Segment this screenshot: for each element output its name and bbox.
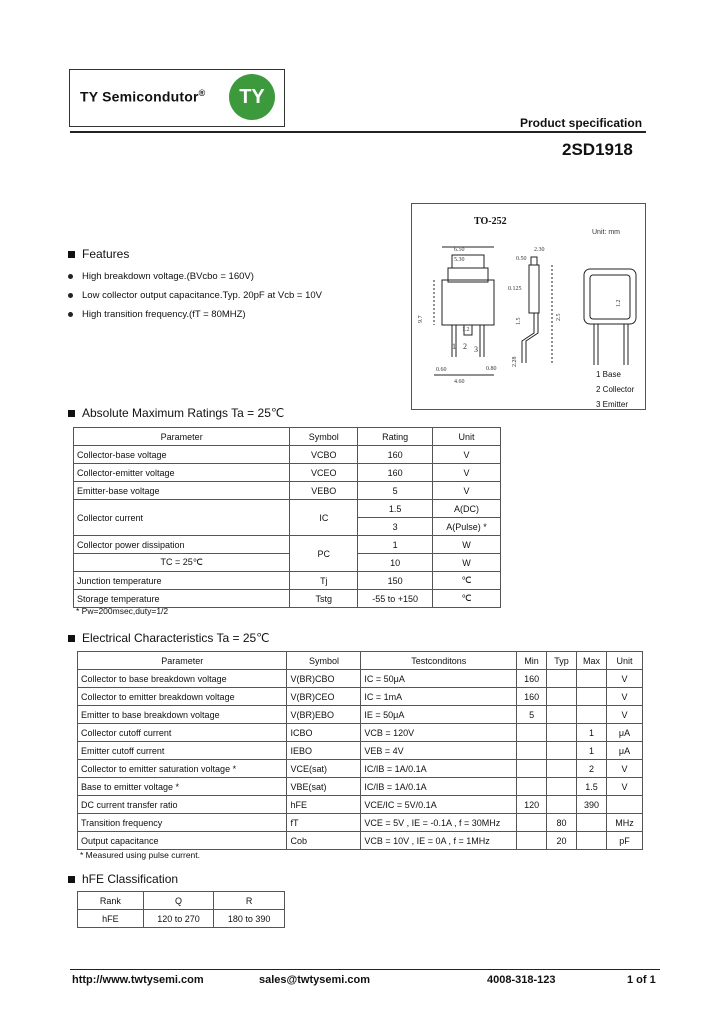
elec-note: * Measured using pulse current. xyxy=(80,850,201,860)
registered-mark: ® xyxy=(198,88,206,98)
dim-label: 0.80 xyxy=(486,366,497,372)
unit-cell: V xyxy=(433,464,501,482)
company-name-text: TY Semicondutor xyxy=(80,88,199,105)
unit-cell xyxy=(607,796,643,814)
unit-cell: ℃ xyxy=(433,572,501,590)
rating-cell: -55 to +150 xyxy=(358,590,433,608)
unit-cell: W xyxy=(433,554,501,572)
bullet-dot-icon xyxy=(68,274,73,279)
table-header-row xyxy=(78,652,643,670)
typ-cell xyxy=(547,796,577,814)
abs-max-table xyxy=(73,427,501,608)
symbol-cell: V(BR)CEO xyxy=(287,688,361,706)
pin-legend-item: 2 Collector xyxy=(596,385,635,394)
symbol-cell: Cob xyxy=(287,832,361,850)
footer-divider xyxy=(70,969,660,970)
param-cell: Collector to emitter breakdown voltage xyxy=(78,688,287,706)
bullet-dot-icon xyxy=(68,312,73,317)
hfe-cell: hFE xyxy=(78,910,144,928)
footer-website[interactable]: http://www.twtysemi.com xyxy=(72,974,204,986)
table-row xyxy=(78,760,643,778)
unit-cell: ℃ xyxy=(433,590,501,608)
min-cell: 160 xyxy=(517,688,547,706)
hfe-cell: 180 to 390 xyxy=(214,910,285,928)
elec-heading xyxy=(68,631,270,645)
package-body-front xyxy=(442,280,494,325)
unit-cell: pF xyxy=(607,832,643,850)
rating-cell: 1 xyxy=(358,536,433,554)
max-cell xyxy=(577,814,607,832)
pin-legend xyxy=(596,367,634,412)
param-cell: Emitter cutoff current xyxy=(78,742,287,760)
symbol-cell: Tj xyxy=(290,572,358,590)
table-row xyxy=(78,892,285,910)
unit-cell: V xyxy=(607,688,643,706)
dim-label: 4.60 xyxy=(454,379,465,385)
typ-cell xyxy=(547,688,577,706)
table-row xyxy=(74,536,501,554)
table-row xyxy=(78,778,643,796)
col-header: Parameter xyxy=(74,428,290,446)
typ-cell xyxy=(547,670,577,688)
pin-number: 2 xyxy=(463,342,467,351)
unit-cell: V xyxy=(607,778,643,796)
rating-cell: 10 xyxy=(358,554,433,572)
feature-item xyxy=(68,305,322,324)
typ-cell: 20 xyxy=(547,832,577,850)
unit-cell: V xyxy=(607,706,643,724)
rating-cell: 160 xyxy=(358,446,433,464)
pin-number: 3 xyxy=(474,345,478,354)
symbol-cell: IEBO xyxy=(287,742,361,760)
unit-cell: V xyxy=(607,760,643,778)
rating-cell: 160 xyxy=(358,464,433,482)
condition-cell: VCB = 10V , IE = 0A , f = 1MHz xyxy=(361,832,517,850)
col-header: Unit xyxy=(607,652,643,670)
feature-text: High breakdown voltage.(BVcbo = 160V) xyxy=(82,271,254,282)
dim-label: 5.30 xyxy=(454,257,465,263)
feature-item xyxy=(68,267,322,286)
max-cell: 2 xyxy=(577,760,607,778)
dim-label: 2.30 xyxy=(534,247,545,253)
col-header: Typ xyxy=(547,652,577,670)
param-cell: Emitter-base voltage xyxy=(74,482,290,500)
max-cell xyxy=(577,706,607,724)
table-row xyxy=(78,724,643,742)
package-heat-pad xyxy=(590,275,630,319)
table-header-row xyxy=(74,428,501,446)
symbol-cell: Tstg xyxy=(290,590,358,608)
feature-item xyxy=(68,286,322,305)
param-cell: Base to emitter voltage * xyxy=(78,778,287,796)
features-heading xyxy=(68,247,129,261)
symbol-cell: VCE(sat) xyxy=(287,760,361,778)
dim-label: 1.5 xyxy=(516,317,522,325)
typ-cell xyxy=(547,760,577,778)
symbol-cell: fT xyxy=(287,814,361,832)
symbol-cell: VCEO xyxy=(290,464,358,482)
col-header: Symbol xyxy=(287,652,361,670)
max-cell: 1 xyxy=(577,742,607,760)
typ-cell: 80 xyxy=(547,814,577,832)
condition-cell: IE = 50μA xyxy=(361,706,517,724)
hfe-cell: R xyxy=(214,892,285,910)
dim-label: 1.2 xyxy=(616,299,622,307)
hfe-table xyxy=(77,891,285,928)
param-cell: DC current transfer ratio xyxy=(78,796,287,814)
min-cell xyxy=(517,814,547,832)
min-cell xyxy=(517,778,547,796)
features-list xyxy=(68,267,322,324)
table-row xyxy=(78,910,285,928)
dim-label: 0.50 xyxy=(516,256,527,262)
hfe-title: hFE Classification xyxy=(82,872,179,886)
param-cell: Collector-base voltage xyxy=(74,446,290,464)
table-row xyxy=(78,742,643,760)
symbol-cell: PC xyxy=(290,536,358,572)
package-unit: Unit: mm xyxy=(592,229,620,236)
col-header: Symbol xyxy=(290,428,358,446)
col-header: Max xyxy=(577,652,607,670)
param-cell: Collector current xyxy=(74,500,290,536)
dim-label: 6.50 xyxy=(454,247,465,253)
param-cell: Collector to emitter saturation voltage * xyxy=(78,760,287,778)
unit-cell: MHz xyxy=(607,814,643,832)
param-cell: Collector power dissipation xyxy=(74,536,290,554)
footer-email[interactable]: sales@twtysemi.com xyxy=(259,974,370,986)
table-row xyxy=(74,446,501,464)
max-cell: 1.5 xyxy=(577,778,607,796)
dim-label: 0.125 xyxy=(508,286,522,292)
elec-table xyxy=(77,651,643,850)
typ-cell xyxy=(547,706,577,724)
table-row xyxy=(74,554,501,572)
hfe-cell: 120 to 270 xyxy=(143,910,214,928)
unit-cell: A(DC) xyxy=(433,500,501,518)
condition-cell: IC = 1mA xyxy=(361,688,517,706)
param-cell: Junction temperature xyxy=(74,572,290,590)
max-cell xyxy=(577,832,607,850)
max-cell xyxy=(577,670,607,688)
table-row xyxy=(74,500,501,518)
symbol-cell: IC xyxy=(290,500,358,536)
table-row xyxy=(78,688,643,706)
param-cell: Collector to base breakdown voltage xyxy=(78,670,287,688)
dim-label: 0.60 xyxy=(436,367,447,373)
min-cell xyxy=(517,760,547,778)
unit-cell: V xyxy=(433,446,501,464)
param-cell: Transition frequency xyxy=(78,814,287,832)
company-name xyxy=(80,88,206,105)
col-header: Rating xyxy=(358,428,433,446)
col-header: Testconditons xyxy=(361,652,517,670)
typ-cell xyxy=(547,742,577,760)
condition-cell: VCE = 5V , IE = -0.1A , f = 30MHz xyxy=(361,814,517,832)
pin-legend-item: 1 Base xyxy=(596,370,621,379)
typ-cell xyxy=(547,778,577,796)
param-cell: Collector-emitter voltage xyxy=(74,464,290,482)
unit-cell: μA xyxy=(607,742,643,760)
symbol-cell: ICBO xyxy=(287,724,361,742)
dim-label: 2.5 xyxy=(556,313,562,321)
dim-label: 2.28 xyxy=(512,356,518,367)
elec-title: Electrical Characteristics Ta = 25℃ xyxy=(82,631,270,645)
feature-text: High transition frequency.(fT = 80MHZ) xyxy=(82,309,246,320)
package-name: TO-252 xyxy=(474,216,507,227)
abs-max-title: Absolute Maximum Ratings Ta = 25℃ xyxy=(82,406,285,420)
max-cell xyxy=(577,688,607,706)
typ-cell xyxy=(547,724,577,742)
param-cell: Collector cutoff current xyxy=(78,724,287,742)
param-cell: Storage temperature xyxy=(74,590,290,608)
bullet-square-icon xyxy=(68,876,75,883)
unit-cell: V xyxy=(433,482,501,500)
abs-max-note: * Pw=200msec,duty=1/2 xyxy=(76,606,169,616)
bullet-square-icon xyxy=(68,251,75,258)
dim-label: 9.7 xyxy=(418,315,424,323)
table-row xyxy=(74,464,501,482)
min-cell: 160 xyxy=(517,670,547,688)
col-header: Min xyxy=(517,652,547,670)
min-cell xyxy=(517,742,547,760)
unit-cell: W xyxy=(433,536,501,554)
table-row xyxy=(74,590,501,608)
table-row xyxy=(78,814,643,832)
condition-cell: VEB = 4V xyxy=(361,742,517,760)
symbol-cell: V(BR)EBO xyxy=(287,706,361,724)
footer-page-number: 1 of 1 xyxy=(627,974,656,986)
param-cell: TC = 25℃ xyxy=(74,554,290,572)
param-cell: Emitter to base breakdown voltage xyxy=(78,706,287,724)
symbol-cell: VBE(sat) xyxy=(287,778,361,796)
unit-cell: μA xyxy=(607,724,643,742)
min-cell xyxy=(517,832,547,850)
max-cell: 1 xyxy=(577,724,607,742)
table-row xyxy=(78,706,643,724)
rating-cell: 5 xyxy=(358,482,433,500)
features-title: Features xyxy=(82,247,130,261)
table-row xyxy=(78,796,643,814)
col-header: Parameter xyxy=(78,652,287,670)
unit-cell: A(Pulse) * xyxy=(433,518,501,536)
table-row xyxy=(78,670,643,688)
symbol-cell: VCBO xyxy=(290,446,358,464)
min-cell: 120 xyxy=(517,796,547,814)
condition-cell: IC/IB = 1A/0.1A xyxy=(361,778,517,796)
package-body-side xyxy=(529,265,539,313)
condition-cell: VCE/IC = 5V/0.1A xyxy=(361,796,517,814)
bullet-square-icon xyxy=(68,635,75,642)
condition-cell: IC/IB = 1A/0.1A xyxy=(361,760,517,778)
rating-cell: 150 xyxy=(358,572,433,590)
min-cell: 5 xyxy=(517,706,547,724)
abs-max-heading xyxy=(68,406,284,420)
part-number: 2SD1918 xyxy=(562,140,633,159)
param-cell: Output capacitance xyxy=(78,832,287,850)
bullet-square-icon xyxy=(68,410,75,417)
dim-label: 1.2 xyxy=(462,327,470,333)
pin-legend-item: 3 Emitter xyxy=(596,400,629,409)
header-divider xyxy=(70,131,646,133)
min-cell xyxy=(517,724,547,742)
condition-cell: VCB = 120V xyxy=(361,724,517,742)
condition-cell: IC = 50μA xyxy=(361,670,517,688)
col-header: Unit xyxy=(433,428,501,446)
unit-cell: V xyxy=(607,670,643,688)
table-row xyxy=(74,482,501,500)
product-spec-label: Product specification xyxy=(520,116,643,130)
rating-cell: 1.5 xyxy=(358,500,433,518)
package-body-back xyxy=(584,269,636,324)
table-row xyxy=(78,832,643,850)
symbol-cell: hFE xyxy=(287,796,361,814)
hfe-cell: Q xyxy=(143,892,214,910)
hfe-cell: Rank xyxy=(78,892,144,910)
rating-cell: 3 xyxy=(358,518,433,536)
max-cell: 390 xyxy=(577,796,607,814)
feature-text: Low collector output capacitance.Typ. 20pF at Vcb = 10V xyxy=(82,290,323,301)
symbol-cell: V(BR)CBO xyxy=(287,670,361,688)
pin-number: 1 xyxy=(452,342,456,351)
table-row xyxy=(74,572,501,590)
company-logo: TY xyxy=(229,74,275,120)
symbol-cell: VEBO xyxy=(290,482,358,500)
footer-phone: 4008-318-123 xyxy=(487,974,556,986)
hfe-heading xyxy=(68,872,178,886)
bullet-dot-icon xyxy=(68,293,73,298)
